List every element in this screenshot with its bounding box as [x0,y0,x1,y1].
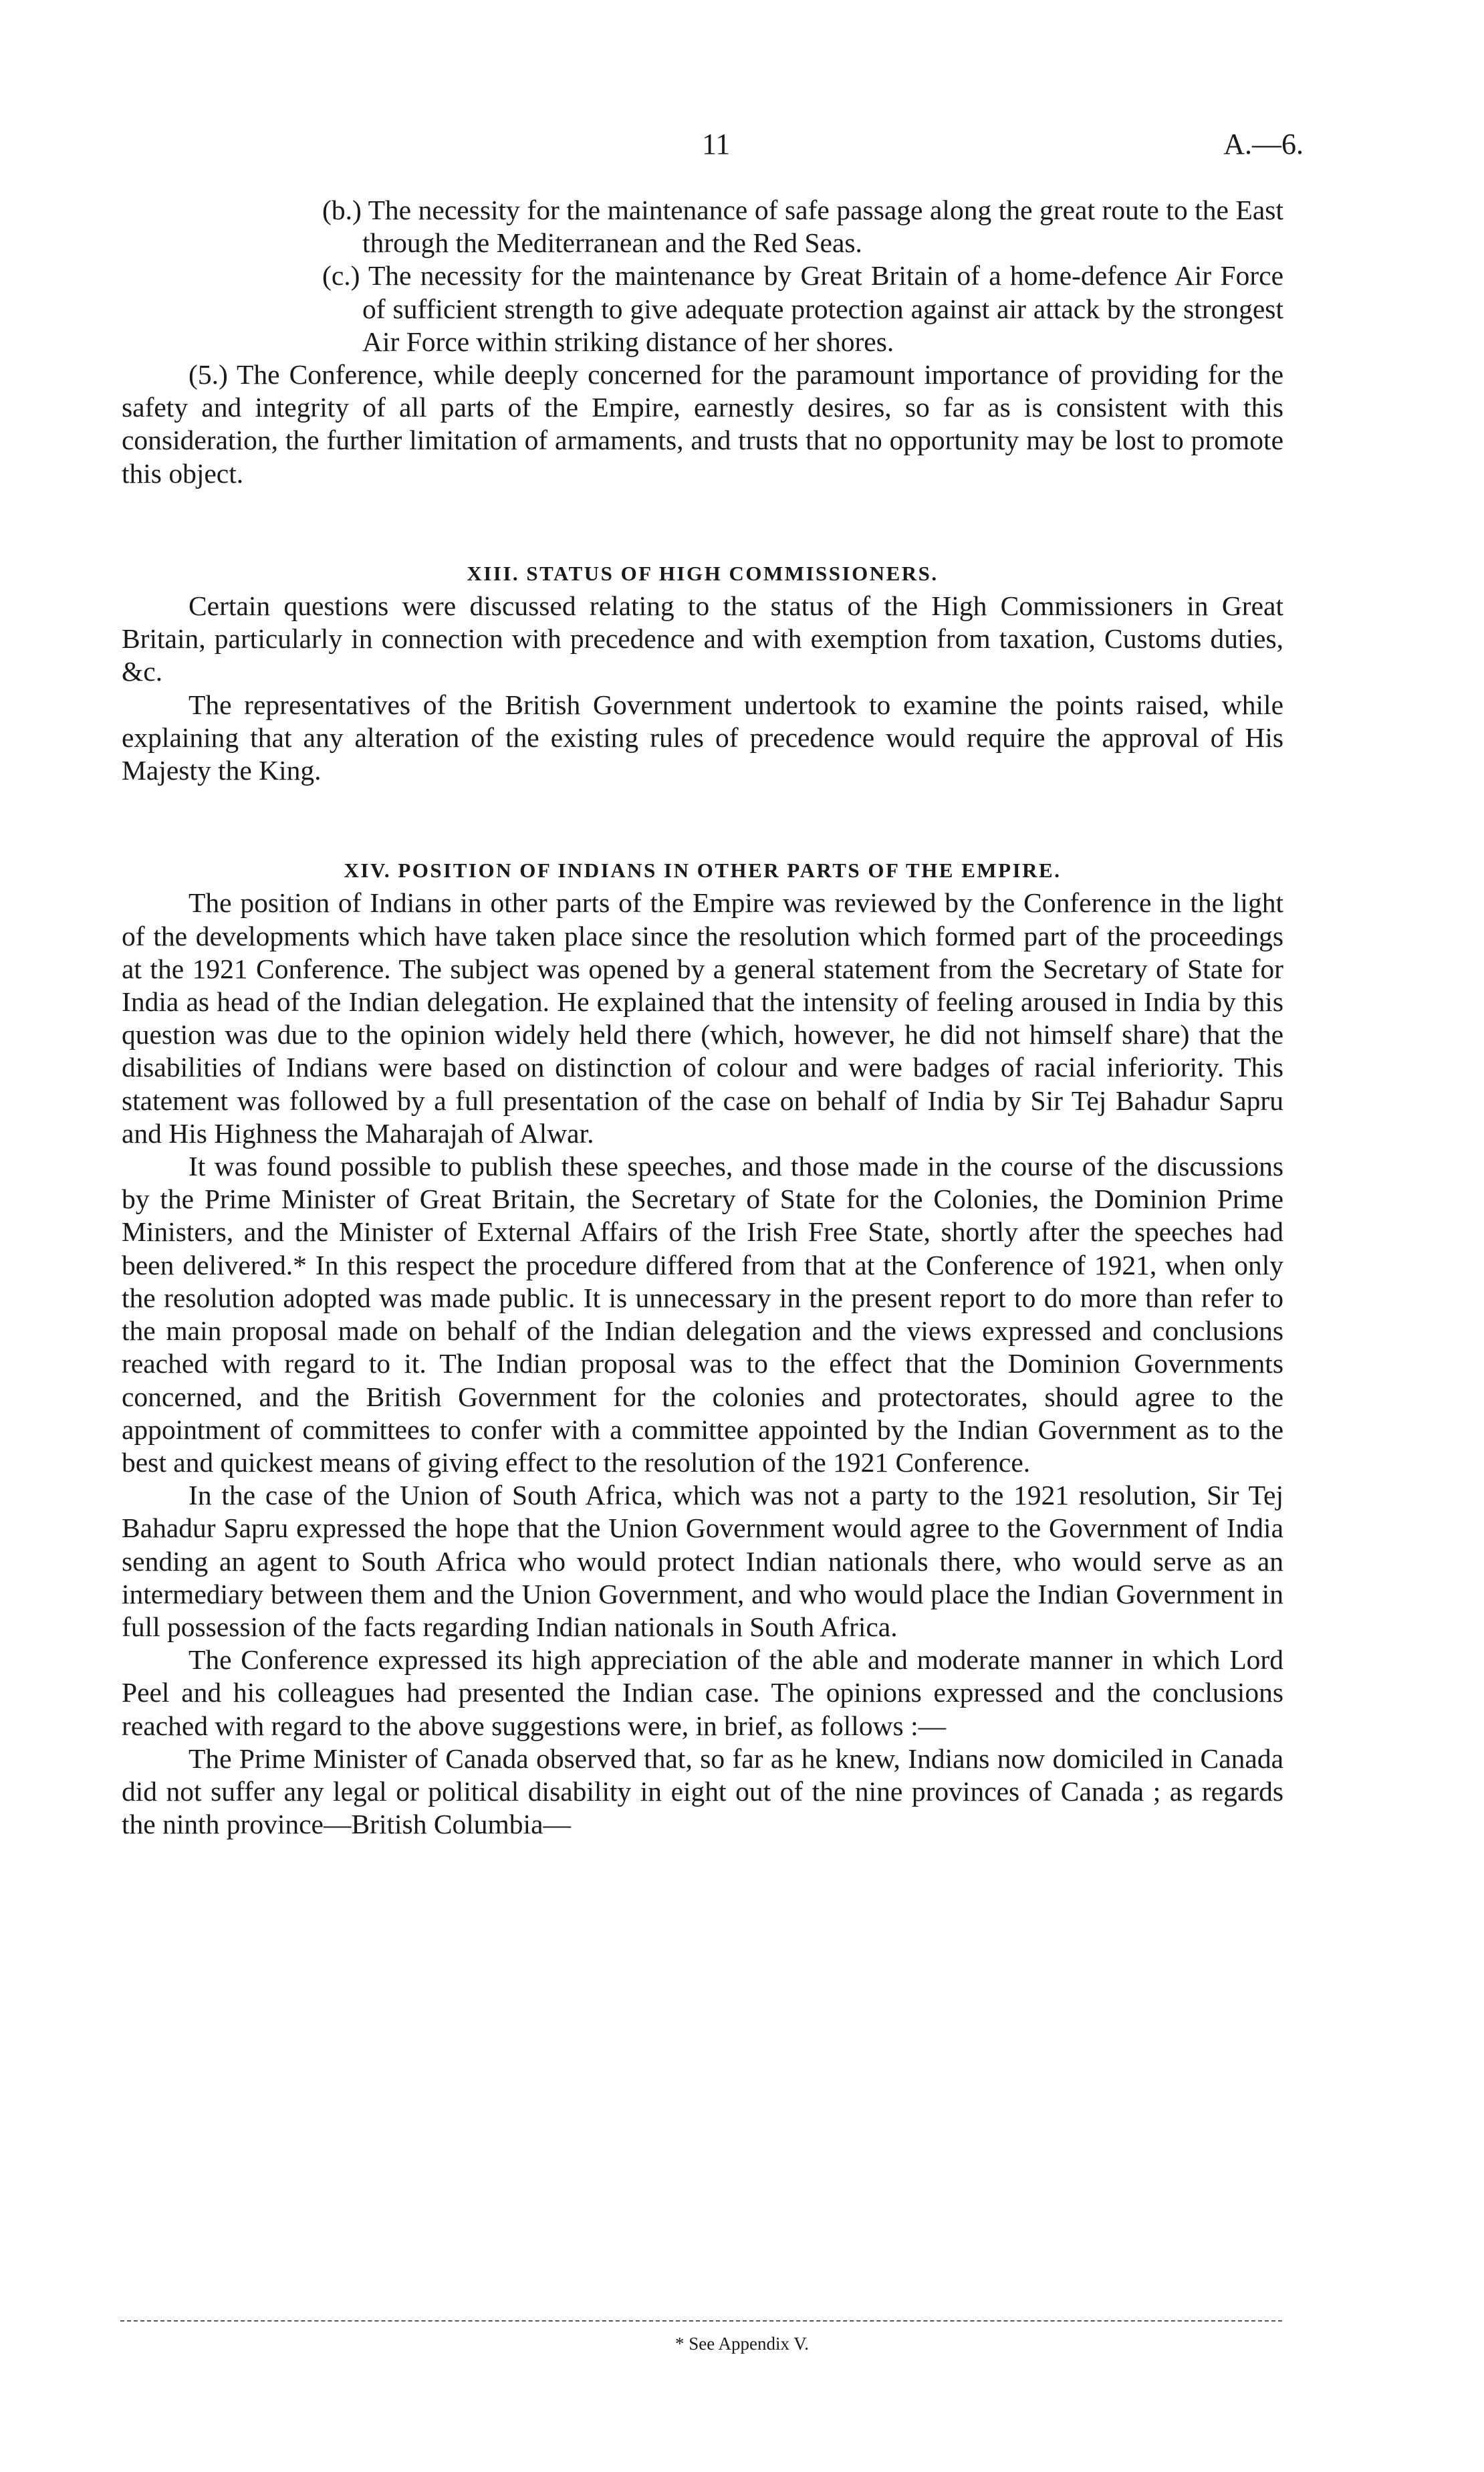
clause-5: (5.) The Conference, while deeply concerned for the paramount importance of providing for the safety and integrity of all parts of the Empire, earnestly desires, so far as is consistent with this consideration, the further limitation of armaments, and trusts that no opportunity may be lost to promote this object. [122,359,1283,489]
page-number: 11 [702,128,731,160]
document-reference: A.—6. [1223,128,1304,160]
paragraph-high-commissioners-1: Certain questions were discussed relating to the status of the High Commissioners in Great Britain, particularly in connection with precedence and with exemption from taxation, Customs duties, &c. [122,590,1283,687]
footnote-divider [120,2320,1282,2322]
page-header [0,127,1484,167]
section-heading-xiii: XIII. STATUS OF HIGH COMMISSIONERS. [467,561,939,585]
footnote: * See Appendix V. [674,2334,809,2354]
document-body [122,194,1283,1841]
section-spacer [122,787,1283,854]
paragraph-indians-2: It was found possible to publish these speeches, and those made in the course of the discussions by the Prime Minister of Great Britain, the Secretary of State for the Colonies, the Dominion Prime Ministers, and the Minister of External Affairs of the Irish Free State, shortly after the speeches had been delivered.* In this respect the procedure differed from that at the Conference of 1921, when only the resolution adopted was made public. It is unnecessary in the present report to do more than refer to the main proposal made on behalf of the Indian delegation and the views expressed and conclusions reached with regard to it. The Indian proposal was to the effect that the Dominion Governments concerned, and the British Government for the colonies and protectorates, should agree to the appointment of committees to confer with a committee appointed by the Indian Government as to the best and quickest means of giving effect to the resolution of the 1921 Conference. [122,1151,1283,1478]
paragraph-high-commissioners-2: The representatives of the British Government undertook to examine the points raised, while explaining that any alteration of the existing rules of precedence would require the approval of His Majesty the King. [122,689,1283,786]
paragraph-indians-3: In the case of the Union of South Africa, which was not a party to the 1921 resolution, Sir Tej Bahadur Sapru expressed the hope that the Union Government would agree to the Government of India sending an agent to South Africa who would protect Indian nationals there, who would serve as an intermediary between them and the Union Government, and who would place the Indian Government in full possession of the facts regarding Indian nationals in South Africa. [122,1480,1283,1642]
clause-b: (b.) The necessity for the maintenance of safe passage along the great route to the East through the Mediterranean and the Red Seas. [322,195,1283,259]
paragraph-indians-5: The Prime Minister of Canada observed that, so far as he knew, Indians now domiciled in Canada did not suffer any legal or political disability in eight out of the nine provinces of Canada ; as regards the ninth province—British Columbia— [122,1743,1283,1840]
paragraph-indians-1: The position of Indians in other parts of the Empire was reviewed by the Conference in the light of the developments which have taken place since the resolution which formed part of the proceedings at the 1921 Conference. The subject was opened by a general statement from the Secretary of State for India as head of the Indian delegation. He explained that the intensity of feeling aroused in India by this question was due to the opinion widely held there (which, however, he did not himself share) that the disabilities of Indians were based on distinction of colour and were badges of racial inferiority. This statement was followed by a full presentation of the case on behalf of India by Sir Tej Bahadur Sapru and His Highness the Maharajah of Alwar. [122,887,1283,1149]
section-heading-xiv: XIV. POSITION OF INDIANS IN OTHER PARTS OF THE EMPIRE. [344,859,1062,883]
clause-c: (c.) The necessity for the maintenance by Great Britain of a home-defence Air Force of sufficient strength to give adequate protection against air attack by the strongest Air Force within striking distance of her shores. [322,260,1283,357]
section-spacer [122,490,1283,557]
paragraph-indians-4: The Conference expressed its high appreciation of the able and moderate manner in which Lord Peel and his colleagues had presented the Indian case. The opinions expressed and the conclusions reached with regard to the above suggestions were, in brief, as follows :— [122,1644,1283,1741]
